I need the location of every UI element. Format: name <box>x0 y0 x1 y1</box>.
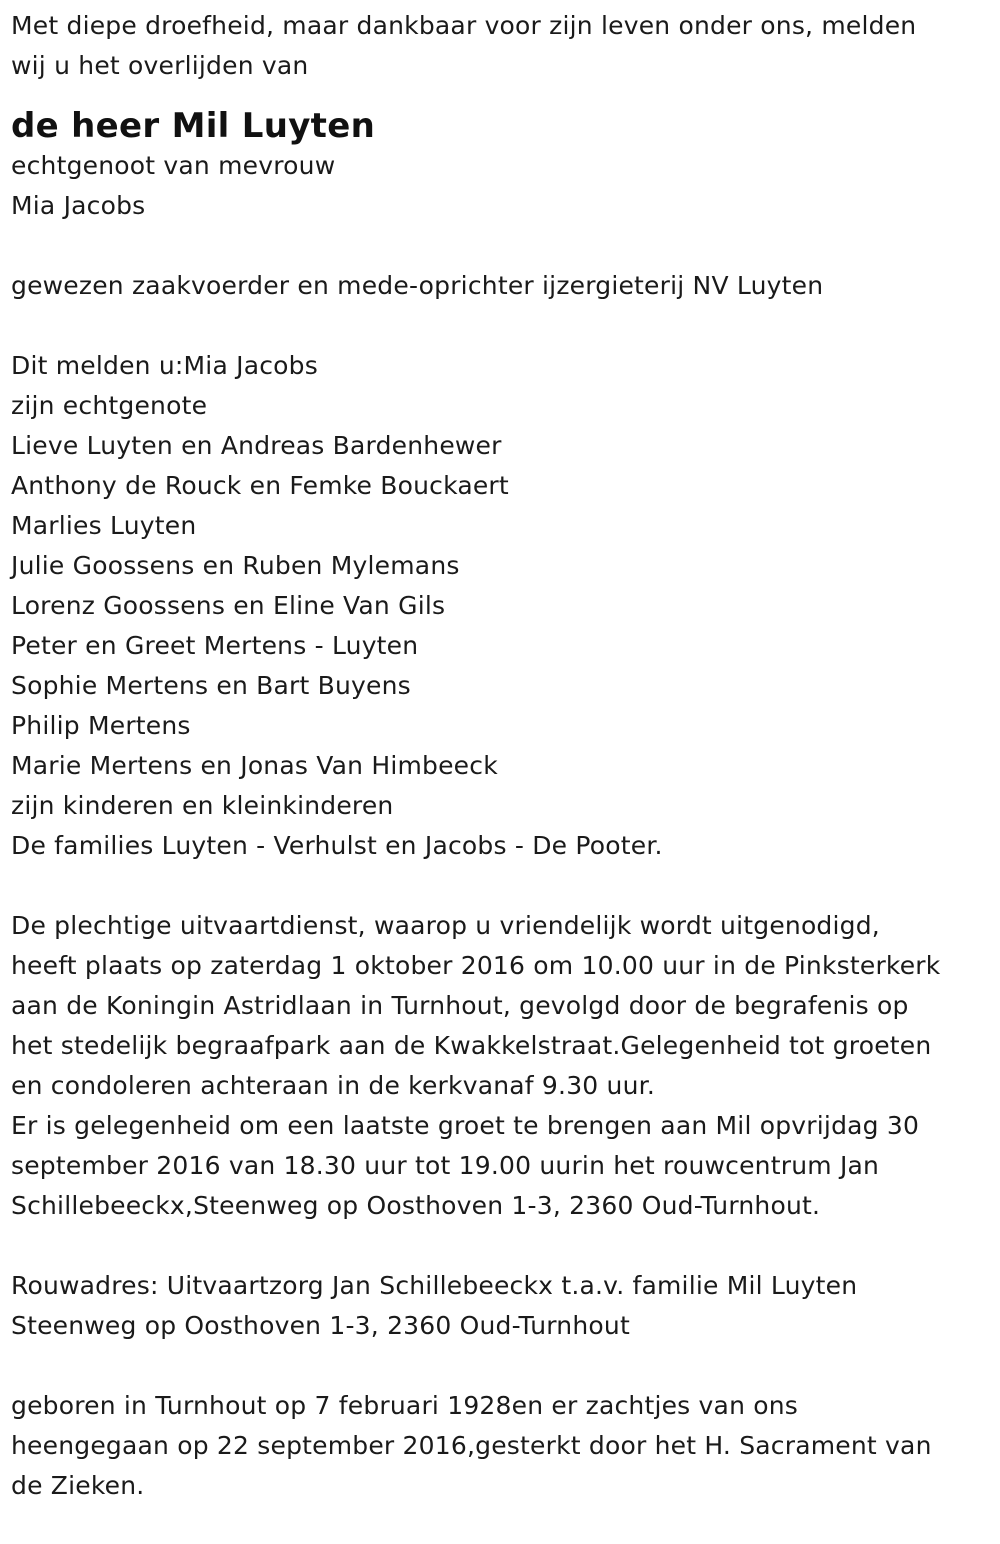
family-line: Dit melden u:Mia Jacobs <box>11 351 318 380</box>
ceremony-line: Er is gelegenheid om een laatste groet te brengen aan Mil opvrijdag 30 <box>11 1111 920 1140</box>
spouse-name: Mia Jacobs <box>11 191 146 220</box>
ceremony-line: het stedelijk begraafpark aan de Kwakkelstraat.Gelegenheid tot groeten <box>11 1031 932 1060</box>
ceremony-line: heeft plaats op zaterdag 1 oktober 2016 om 10.00 uur in de Pinksterkerk <box>11 951 941 980</box>
family-line: Julie Goossens en Ruben Mylemans <box>11 551 460 580</box>
ceremony-line: en condoleren achteraan in de kerkvanaf 9.30 uur. <box>11 1071 655 1100</box>
occupation-line: gewezen zaakvoerder en mede-oprichter ijzergieterij NV Luyten <box>11 271 824 300</box>
family-line: Marlies Luyten <box>11 511 197 540</box>
ceremony-paragraph <box>11 906 986 1226</box>
family-line: zijn echtgenote <box>11 391 208 420</box>
spacer <box>11 1226 986 1266</box>
intro-paragraph <box>11 6 986 86</box>
spacer <box>11 1346 986 1386</box>
family-line: Lorenz Goossens en Eline Van Gils <box>11 591 446 620</box>
family-line: Philip Mertens <box>11 711 191 740</box>
birth-line: geboren in Turnhout op 7 februari 1928en er zachtjes van ons <box>11 1391 799 1420</box>
intro-line: wij u het overlijden van <box>11 51 309 80</box>
occupation-block <box>11 266 986 306</box>
family-line: Lieve Luyten en Andreas Bardenhewer <box>11 431 502 460</box>
ceremony-line: De plechtige uitvaartdienst, waarop u vriendelijk wordt uitgenodigd, <box>11 911 880 940</box>
family-list <box>11 346 986 866</box>
spacer <box>11 226 986 266</box>
family-line: zijn kinderen en kleinkinderen <box>11 791 394 820</box>
ceremony-line: september 2016 van 18.30 uur tot 19.00 uurin het rouwcentrum Jan <box>11 1151 880 1180</box>
ceremony-line: aan de Koningin Astridlaan in Turnhout, gevolgd door de begrafenis op <box>11 991 909 1020</box>
spacer <box>11 866 986 906</box>
address-line: Steenweg op Oosthoven 1-3, 2360 Oud-Turnhout <box>11 1311 630 1340</box>
family-line: Anthony de Rouck en Femke Bouckaert <box>11 471 509 500</box>
spacer <box>11 306 986 346</box>
address-line: Rouwadres: Uitvaartzorg Jan Schillebeeckx t.a.v. familie Mil Luyten <box>11 1271 858 1300</box>
birth-paragraph <box>11 1386 986 1506</box>
birth-line: de Zieken. <box>11 1471 145 1500</box>
spouse-line: echtgenoot van mevrouw <box>11 151 336 180</box>
address-block <box>11 1266 986 1346</box>
family-line: Peter en Greet Mertens - Luyten <box>11 631 419 660</box>
spouse-block <box>11 146 986 226</box>
family-line: Sophie Mertens en Bart Buyens <box>11 671 411 700</box>
family-line: Marie Mertens en Jonas Van Himbeeck <box>11 751 498 780</box>
ceremony-line: Schillebeeckx,Steenweg op Oosthoven 1-3, 2360 Oud-Turnhout. <box>11 1191 821 1220</box>
intro-line: Met diepe droefheid, maar dankbaar voor zijn leven onder ons, melden <box>11 11 917 40</box>
birth-line: heengegaan op 22 september 2016,gesterkt door het H. Sacrament van <box>11 1431 932 1460</box>
family-line: De families Luyten - Verhulst en Jacobs - De Pooter. <box>11 831 663 860</box>
deceased-name: de heer Mil Luyten <box>11 106 376 146</box>
obituary-notice <box>11 6 986 1506</box>
